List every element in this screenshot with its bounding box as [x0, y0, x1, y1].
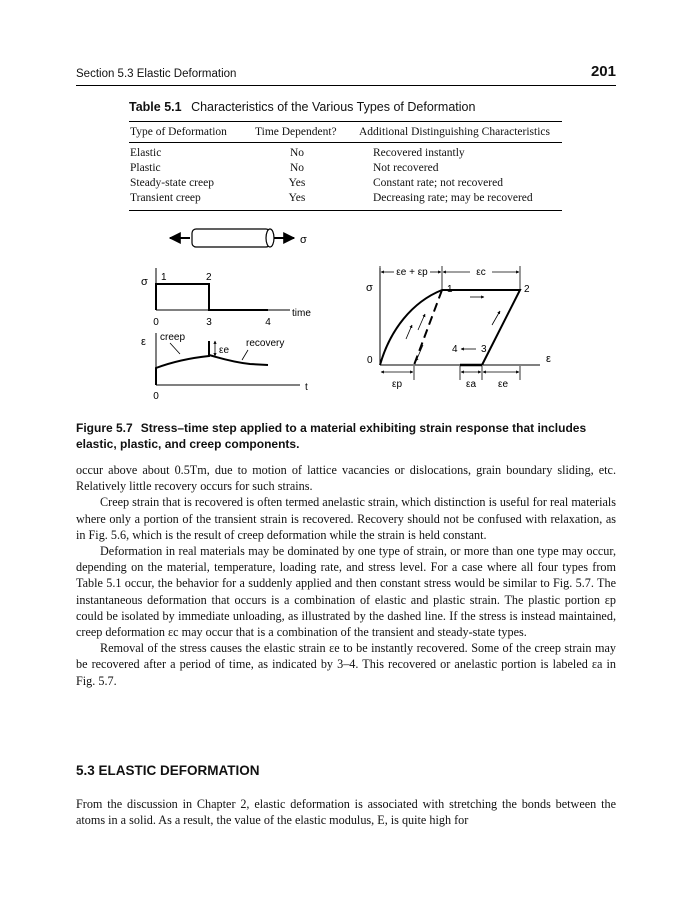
- top-left-dim-label: εe + εp: [396, 267, 428, 278]
- t-axis-label: t: [305, 382, 308, 393]
- bottom-label-e: εe: [497, 379, 509, 390]
- specimen-end: [266, 229, 274, 247]
- table-cell-type: Plastic: [130, 162, 161, 174]
- loading-creep-unloading-curve: [380, 290, 520, 365]
- table-cell-characteristics: Recovered instantly: [373, 147, 465, 159]
- loading-direction-arrow: [406, 325, 412, 339]
- time-3-label: 3: [206, 317, 212, 328]
- creep-curve: [156, 341, 209, 385]
- recovery-curve: [209, 355, 268, 365]
- table-cell-characteristics: Not recovered: [373, 162, 439, 174]
- figure-caption-text: Stress–time step applied to a material exhibiting strain response that includes elastic, plastic, and creep components.: [76, 421, 587, 451]
- ss-point-1-label: 1: [447, 284, 453, 295]
- figure-caption: [76, 420, 616, 452]
- time-0-label: 0: [153, 317, 159, 328]
- point-1-label: 1: [161, 272, 167, 283]
- specimen-sigma-label: σ: [300, 234, 307, 246]
- strain-time-plot: [141, 332, 308, 402]
- time-4-label: 4: [265, 317, 271, 328]
- table-cell-time: Yes: [288, 192, 306, 204]
- ss-point-4-label: 4: [452, 344, 458, 355]
- paragraph: Deformation in real materials may be dominated by one type of strain, or more than one type may occur, depending on the material, temperature, loading rate, and stress level. For a case where all four types from Table 5.1 occur, the behavior for a suddenly applied and then constant stress would be similar to Fig. 5.7. The instantaneous deformation that occurs is a combination of elastic and plastic strain. The plastic portion εp could be isolated by immediate unloading, as illustrated by the dashed line. If the stress is instead maintained, creep deformation εc may occur that is a combination of the transient and steady-state types.: [76, 544, 616, 640]
- bottom-label-a: εa: [465, 379, 477, 390]
- table-label: Table 5.1: [129, 100, 182, 114]
- table-cell-type: Steady-state creep: [130, 177, 214, 189]
- section-heading: 5.3 ELASTIC DEFORMATION: [76, 763, 260, 778]
- origin-label: 0: [153, 391, 159, 402]
- column-header-time: Time Dependent?: [255, 126, 337, 138]
- stress-strain-sigma-label: σ: [366, 282, 373, 294]
- bottom-label-p: εp: [391, 379, 403, 390]
- body-text-lower: [76, 796, 616, 828]
- table-cell-type: Elastic: [130, 147, 162, 159]
- paragraph: From the discussion in Chapter 2, elastic deformation is associated with stretching the bonds between the atoms in a solid. As a result, the value of the elastic modulus, E, is quite high for: [76, 797, 616, 828]
- stress-step-curve: [156, 284, 268, 310]
- table-cell-time: No: [289, 147, 305, 159]
- paragraph: Creep strain that is recovered is often termed anelastic strain, which distinction is useful for real materials where only a portion of the transient strain is recovered. Recovery should not be confused with relaxation, as in Fig. 5.6, which is the result of creep deformation while the strain is held constant.: [76, 495, 616, 542]
- page-number: 201: [590, 63, 616, 80]
- paragraph: Removal of the stress causes the elastic strain εe to be instantly recovered. Some of the creep strain may be recovered after a period of time, as indicated by 3–4. This recovered or anelastic portion is labeled εa in Fig. 5.7.: [76, 641, 616, 688]
- epsilon-e-label: εe: [219, 345, 230, 356]
- sigma-label: σ: [141, 276, 148, 288]
- stress-strain-plot: [366, 266, 551, 390]
- specimen-diagram: [170, 229, 307, 247]
- running-section-title: Section 5.3 Elastic Deformation: [76, 68, 237, 80]
- ss-point-2-label: 2: [524, 284, 530, 295]
- paragraph: occur above about 0.5Tm, due to motion of lattice vacancies or dislocations, grain boundary sliding, etc. Relatively little recovery occurs for such strains.: [76, 463, 616, 494]
- table-title: Characteristics of the Various Types of Deformation: [191, 100, 476, 114]
- recovery-label: recovery: [246, 338, 285, 349]
- stress-strain-eps-label: ε: [546, 353, 551, 365]
- ss-point-3-label: 3: [481, 344, 487, 355]
- table-cell-characteristics: Constant rate; not recovered: [373, 177, 503, 189]
- table-cell-time: No: [289, 162, 305, 174]
- table-cell-type: Transient creep: [130, 192, 201, 204]
- epsilon-label: ε: [141, 336, 146, 348]
- figure-number: Figure 5.7: [76, 421, 133, 435]
- body-text-upper: [76, 462, 616, 689]
- column-header-characteristics: Additional Distinguishing Characteristics: [359, 126, 551, 138]
- table-cell-time: Yes: [288, 177, 306, 189]
- top-right-dim-label: εc: [476, 267, 486, 278]
- specimen-bar: [192, 229, 270, 247]
- unloading-arrow-1: [418, 314, 425, 330]
- elastic-unload-arrow: [492, 311, 500, 325]
- recovery-leader-line: [242, 350, 248, 360]
- column-header-type: Type of Deformation: [130, 126, 227, 138]
- stress-strain-origin-label: 0: [367, 355, 373, 366]
- time-axis-label: time: [292, 308, 311, 319]
- stress-time-plot: [141, 268, 311, 328]
- creep-leader-line: [170, 343, 180, 354]
- unloading-arrow-2: [416, 345, 423, 361]
- creep-label: creep: [160, 332, 186, 343]
- table-cell-characteristics: Decreasing rate; may be recovered: [373, 192, 533, 204]
- unloading-dashed-line: [414, 290, 442, 365]
- point-2-label: 2: [206, 272, 212, 283]
- figure-5-7: [0, 0, 690, 420]
